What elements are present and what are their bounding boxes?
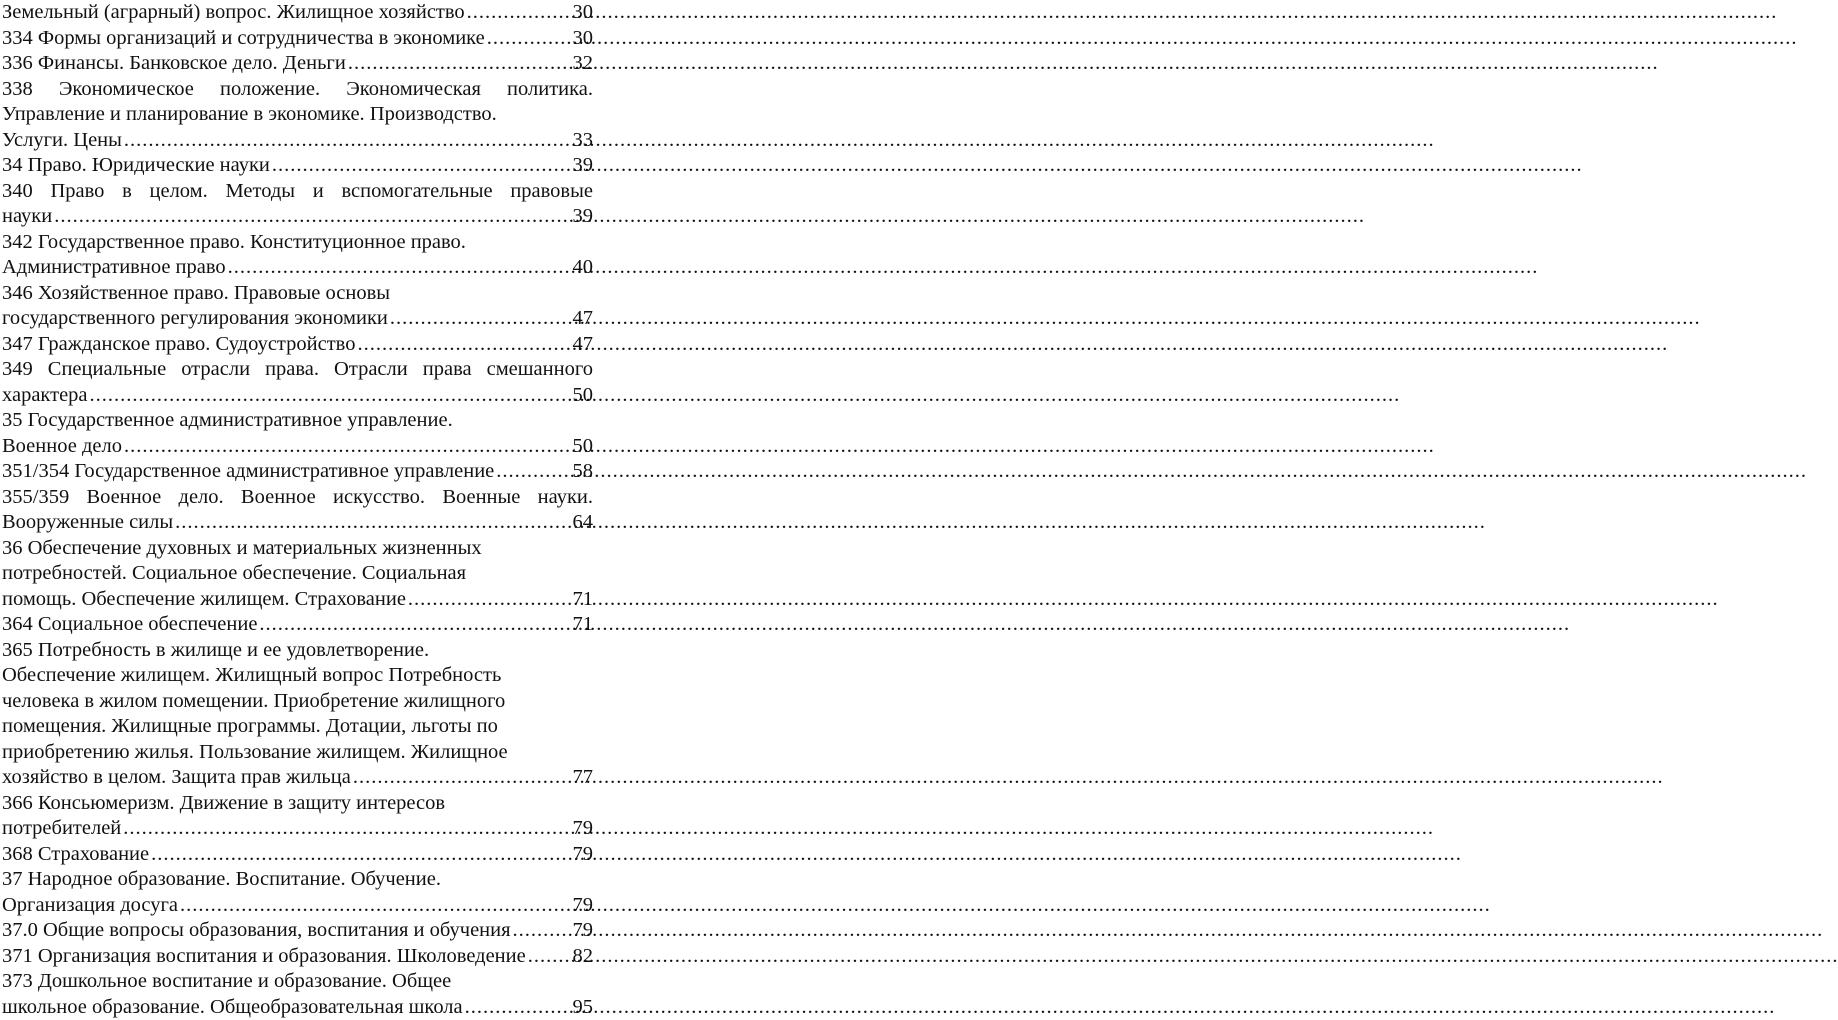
toc-entry-text-line: 342 Государственное право. Конституционное право. [2,230,593,256]
toc-entry-title: Организация досуга [2,893,178,919]
toc-entry-last-line [2,842,593,868]
toc-entry-title: школьное образование. Общеобразовательная школа [2,995,463,1020]
dot-leader [348,51,571,77]
toc-entry [2,867,593,918]
toc-entry-title: 37.0 Общие вопросы образования, воспитания и обучения [2,918,511,944]
toc-entry-title: 347 Гражданское право. Судоустройство [2,332,355,358]
dot-leader [259,612,570,638]
toc-entry-last-line [2,204,593,230]
toc-entry-text-line: 349 Специальные отрасли права. Отрасли права смешанного [2,357,593,383]
dot-leader [467,0,571,26]
toc-entry-title: характера [2,383,88,409]
toc-entry-text-line: 365 Потребность в жилище и ее удовлетворение. [2,638,593,664]
toc-entry [2,0,593,26]
dot-leader [124,128,571,154]
toc-entry-title: Военное дело [2,434,122,460]
toc-entry-text-line: помещения. Жилищные программы. Дотации, льготы по [2,714,593,740]
toc-entry-last-line [2,255,593,281]
toc-entry-last-line [2,26,593,52]
toc-entry-last-line [2,816,593,842]
dot-leader [54,204,570,230]
toc-entry-page-number: 50 [573,434,594,460]
toc-entry [2,230,593,281]
toc-entry-page-number: 79 [573,816,594,842]
toc-entry [2,944,593,970]
toc-entry [2,612,593,638]
toc-entry-text-line: потребностей. Социальное обеспечение. Социальная [2,561,593,587]
toc-entry-title: Вооруженные силы [2,510,173,536]
toc-entry [2,408,593,459]
toc-entry [2,357,593,408]
toc-entry [2,791,593,842]
toc-entry-title: 351/354 Государственное административное управление [2,459,494,485]
toc-entry-last-line [2,944,593,970]
toc-entry-page-number: 39 [573,153,594,179]
toc-entry-page-number: 30 [573,26,594,52]
toc-entry-text-line: 35 Государственное административное управление. [2,408,593,434]
toc-entry-title: помощь. Обеспечение жилищем. Страхование [2,587,406,613]
dot-leader [528,944,571,970]
dot-leader [408,587,571,613]
toc-entry [2,281,593,332]
toc-entry-last-line [2,612,593,638]
toc-entry-last-line [2,893,593,919]
toc-entry-page-number: 64 [573,510,594,536]
toc-entry-text-line: 355/359 Военное дело. Военное искусство. Военные науки. [2,485,593,511]
dot-leader [228,255,571,281]
dot-leader [513,918,571,944]
dot-leader [465,995,571,1020]
toc-entry-text-line: 338 Экономическое положение. Экономическая политика. [2,77,593,103]
toc-entry-page-number: 47 [573,332,594,358]
toc-entry-text-line: 373 Дошкольное воспитание и образование. Общее [2,969,593,995]
toc-entry-text-line: 366 Консьюмеризм. Движение в защиту интересов [2,791,593,817]
toc-entry [2,969,593,1020]
dot-leader [175,510,570,536]
toc-entry-page-number: 79 [573,918,594,944]
toc-entry-last-line [2,332,593,358]
toc-entry-last-line [2,510,593,536]
toc-entry-title: Земельный (аграрный) вопрос. Жилищное хозяйство [2,0,465,26]
toc-entry-page-number: 77 [573,765,594,791]
toc-entry-last-line [2,434,593,460]
dot-leader [124,434,571,460]
toc-entry-text-line: 346 Хозяйственное право. Правовые основы [2,281,593,307]
toc-entry-title: Административное право [2,255,226,281]
toc-entry-title: науки [2,204,52,230]
toc-entry [2,332,593,358]
dot-leader [151,842,570,868]
toc-entry-title: Услуги. Цены [2,128,122,154]
toc-entry [2,638,593,791]
toc-entry-page-number: 50 [573,383,594,409]
dot-leader [272,153,571,179]
toc-entry-title: государственного регулирования экономики [2,306,388,332]
toc-entry-last-line [2,153,593,179]
toc-entry-page-number: 47 [573,306,594,332]
dot-leader [353,765,571,791]
toc-entry-page-number: 95 [573,995,594,1020]
toc-entry-last-line [2,587,593,613]
toc-entry-title: хозяйство в целом. Защита прав жильца [2,765,351,791]
toc-entry-text-line: Обеспечение жилищем. Жилищный вопрос Потребность [2,663,593,689]
toc-entry [2,485,593,536]
toc-entry-title: 364 Социальное обеспечение [2,612,257,638]
toc-entry [2,26,593,52]
toc-entry-text-line: 36 Обеспечение духовных и материальных жизненных [2,536,593,562]
toc-entry [2,51,593,77]
toc-entry-page-number: 71 [573,612,594,638]
toc-entry-page-number: 40 [573,255,594,281]
toc-entry [2,77,593,154]
toc-entry-last-line [2,306,593,332]
table-of-contents [0,0,595,969]
dot-leader [357,332,570,358]
toc-entry-title: потребителей [2,816,121,842]
toc-entry-title: 371 Организация воспитания и образования. Школоведение [2,944,526,970]
toc-entry-page-number: 79 [573,842,594,868]
toc-entry-text-line: приобретению жилья. Пользование жилищем. Жилищное [2,740,593,766]
toc-entry-page-number: 32 [573,51,594,77]
dot-leader [180,893,571,919]
toc-entry-page-number: 39 [573,204,594,230]
toc-entry-title: 336 Финансы. Банковское дело. Деньги [2,51,346,77]
toc-entry-last-line [2,995,593,1020]
toc-entry-text-line: Управление и планирование в экономике. Производство. [2,102,593,128]
toc-entry-last-line [2,459,593,485]
dot-leader [496,459,570,485]
toc-entry-title: 334 Формы организаций и сотрудничества в экономике [2,26,485,52]
dot-leader [90,383,571,409]
toc-entry-last-line [2,765,593,791]
toc-entry-text-line: человека в жилом помещении. Приобретение жилищного [2,689,593,715]
toc-entry-last-line [2,383,593,409]
toc-entry-title: 34 Право. Юридические науки [2,153,270,179]
toc-entry [2,842,593,868]
dot-leader [390,306,571,332]
dot-leader [123,816,570,842]
toc-entry-page-number: 30 [573,0,594,26]
toc-entry [2,179,593,230]
toc-entry-page-number: 33 [573,128,594,154]
toc-entry-last-line [2,51,593,77]
toc-entry-page-number: 82 [573,944,594,970]
toc-entry-text-line: 37 Народное образование. Воспитание. Обучение. [2,867,593,893]
toc-entry-page-number: 71 [573,587,594,613]
toc-entry-page-number: 79 [573,893,594,919]
toc-entry-page-number: 58 [573,459,594,485]
toc-entry-last-line [2,918,593,944]
toc-entry-last-line [2,128,593,154]
dot-leader [487,26,571,52]
toc-entry [2,459,593,485]
toc-entry [2,918,593,944]
toc-entry-text-line: 340 Право в целом. Методы и вспомогательные правовые [2,179,593,205]
toc-entry [2,153,593,179]
toc-entry-title: 368 Страхование [2,842,149,868]
toc-entry [2,536,593,613]
toc-entry-last-line [2,0,593,26]
